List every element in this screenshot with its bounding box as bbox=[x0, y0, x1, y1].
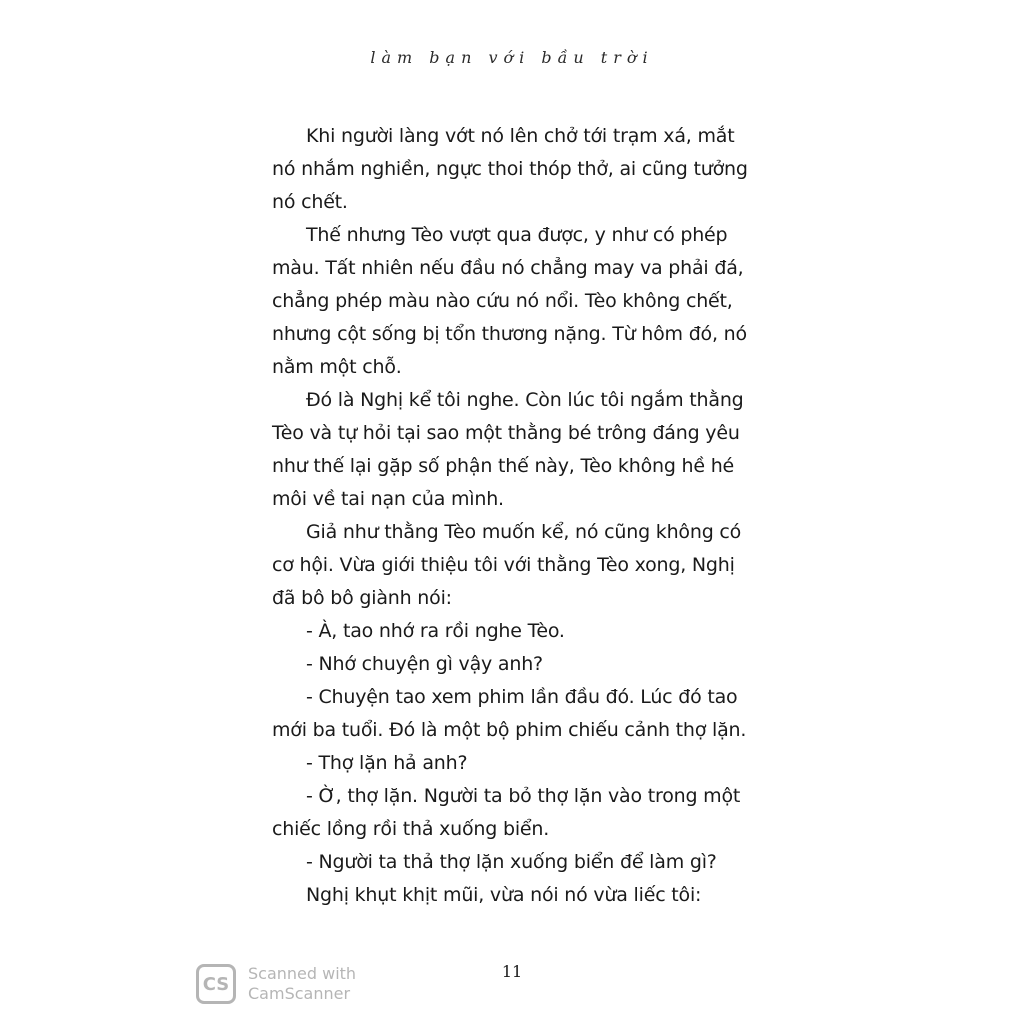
text-line: - Người ta thả thợ lặn xuống biển để làm gì? bbox=[306, 851, 717, 873]
camscanner-logo-icon: CS bbox=[196, 964, 236, 1004]
text-line: Nghị khụt khịt mũi, vừa nói nó vừa liếc tôi: bbox=[306, 884, 702, 906]
text-line: nằm một chỗ. bbox=[272, 356, 402, 378]
text-line: chiếc lồng rồi thả xuống biển. bbox=[272, 818, 550, 840]
text-line: nó nhắm nghiền, ngực thoi thóp thở, ai cũng tưởng bbox=[272, 158, 748, 180]
watermark-line-1: Scanned with bbox=[248, 964, 357, 983]
text-line: - Ờ, thợ lặn. Người ta bỏ thợ lặn vào trong một bbox=[306, 785, 741, 807]
text-line: như thế lại gặp số phận thế này, Tèo không hề hé bbox=[272, 455, 735, 477]
running-header: làm bạn với bầu trời bbox=[370, 48, 654, 67]
text-line: nó chết. bbox=[272, 191, 348, 213]
watermark-line-2: CamScanner bbox=[248, 984, 351, 1003]
page-number: 11 bbox=[501, 962, 523, 981]
text-line: Giả như thằng Tèo muốn kể, nó cũng không có bbox=[306, 521, 742, 543]
text-line: môi về tai nạn của mình. bbox=[272, 488, 504, 510]
text-line: cơ hội. Vừa giới thiệu tôi với thằng Tèo xong, Nghị bbox=[272, 554, 735, 576]
text-line: đã bô bô giành nói: bbox=[272, 587, 452, 609]
text-line: Tèo và tự hỏi tại sao một thằng bé trông đáng yêu bbox=[272, 422, 740, 444]
text-line: màu. Tất nhiên nếu đầu nó chẳng may va phải đá, bbox=[272, 257, 744, 279]
text-line: Đó là Nghị kể tôi nghe. Còn lúc tôi ngắm thằng bbox=[306, 389, 744, 411]
text-line: mới ba tuổi. Đó là một bộ phim chiếu cảnh thợ lặn. bbox=[272, 719, 747, 741]
text-line: - Thợ lặn hả anh? bbox=[306, 752, 468, 774]
text-line: Thế nhưng Tèo vượt qua được, y như có phép bbox=[306, 224, 728, 246]
text-line: Khi người làng vớt nó lên chở tới trạm xá, mắt bbox=[306, 125, 735, 147]
text-line: nhưng cột sống bị tổn thương nặng. Từ hôm đó, nó bbox=[272, 323, 747, 345]
page-body bbox=[272, 120, 772, 912]
text-line: chẳng phép màu nào cứu nó nổi. Tèo không chết, bbox=[272, 290, 733, 312]
text-line: - Nhớ chuyện gì vậy anh? bbox=[306, 653, 543, 675]
text-line: - À, tao nhớ ra rồi nghe Tèo. bbox=[306, 620, 565, 642]
text-line: - Chuyện tao xem phim lần đầu đó. Lúc đó tao bbox=[306, 686, 738, 708]
